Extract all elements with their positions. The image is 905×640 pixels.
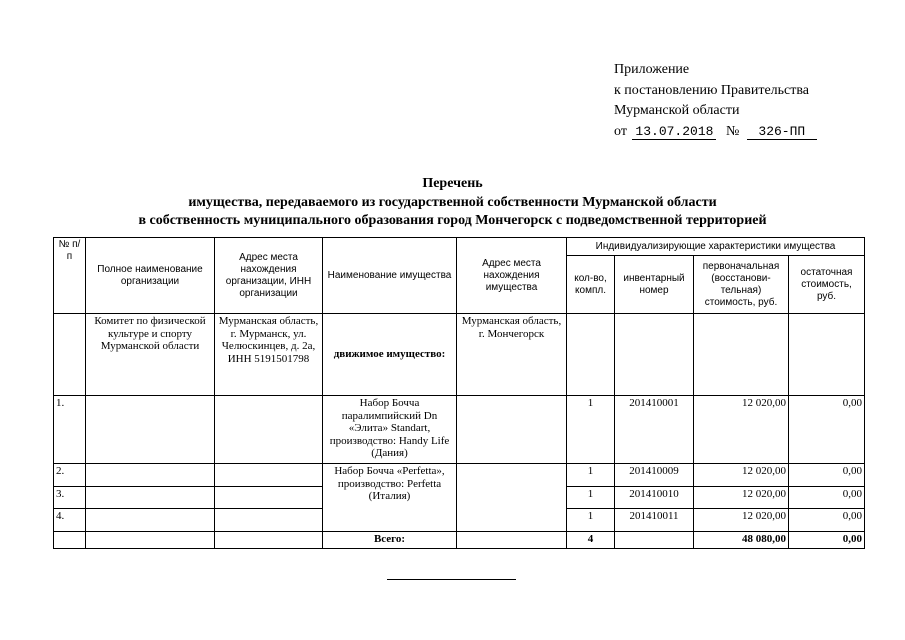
total-qty: 4	[567, 532, 615, 549]
row-num: 2.	[54, 464, 86, 487]
org-inventory-cell	[615, 314, 694, 396]
row-initial-cost: 12 020,00	[694, 464, 789, 487]
total-inventory-cell	[615, 532, 694, 549]
property-type: движимое имущество:	[323, 314, 457, 396]
decree-number: 326-ПП	[747, 124, 817, 140]
appendix-line1: Приложение	[614, 62, 690, 77]
header-initial-cost: первоначальная (восстанови-тельная) стоимость, руб.	[694, 256, 789, 314]
row-org-cell	[86, 487, 215, 509]
row-inventory: 201410010	[615, 487, 694, 509]
row-inventory: 201410009	[615, 464, 694, 487]
total-residual-cost: 0,00	[789, 532, 865, 549]
decree-date: 13.07.2018	[632, 124, 716, 140]
org-name: Комитет по физической культуре и спорту Мурманской области	[86, 314, 215, 396]
header-org-name: Полное наименование организации	[86, 238, 215, 314]
row-org-cell	[86, 464, 215, 487]
row-address-cell	[215, 509, 323, 532]
org-qty-cell	[567, 314, 615, 396]
total-row	[54, 532, 865, 549]
header-inventory: инвентарный номер	[615, 256, 694, 314]
number-prefix: №	[725, 123, 740, 139]
header-characteristics: Индивидуализирующие характеристики имущества	[567, 238, 865, 256]
row-property-name: Набор Бочча паралимпийский Dn «Элита» Standart, производство: Handy Life (Дания)	[323, 396, 457, 464]
row-residual-cost: 0,00	[789, 396, 865, 464]
row-property-name: Набор Бочча «Perfetta», производство: Perfetta (Италия)	[323, 464, 457, 532]
row-residual-cost: 0,00	[789, 509, 865, 532]
header-property-name: Наименование имущества	[323, 238, 457, 314]
doc-subtitle-line1: имущества, передаваемого из государственной собственности Мурманской области	[188, 195, 717, 210]
end-divider	[387, 579, 516, 580]
property-table	[53, 237, 865, 549]
header-num: № п/п	[54, 238, 86, 314]
row-org-cell	[86, 509, 215, 532]
row-qty: 1	[567, 487, 615, 509]
appendix-block	[614, 60, 817, 142]
row-address-cell	[215, 464, 323, 487]
row-num: 1.	[54, 396, 86, 464]
row-address-cell	[215, 487, 323, 509]
table-row	[54, 464, 865, 487]
total-num-cell	[54, 532, 86, 549]
property-address: Мурманская область, г. Мончегорск	[457, 314, 567, 396]
total-initial-cost: 48 080,00	[694, 532, 789, 549]
header-residual-cost: остаточная стоимость, руб.	[789, 256, 865, 314]
header-property-address: Адрес места нахождения имущества	[457, 238, 567, 314]
row-property-address-cell	[457, 464, 567, 532]
org-residual-cell	[789, 314, 865, 396]
row-initial-cost: 12 020,00	[694, 509, 789, 532]
date-prefix: от	[614, 123, 627, 139]
header-org-address: Адрес места нахождения организации, ИНН организации	[215, 238, 323, 314]
org-num-cell	[54, 314, 86, 396]
row-address-cell	[215, 396, 323, 464]
row-qty: 1	[567, 396, 615, 464]
row-inventory: 201410011	[615, 509, 694, 532]
total-address-cell	[215, 532, 323, 549]
row-initial-cost: 12 020,00	[694, 487, 789, 509]
appendix-date-line	[614, 122, 817, 143]
org-initial-cell	[694, 314, 789, 396]
row-num: 3.	[54, 487, 86, 509]
total-property-address-cell	[457, 532, 567, 549]
row-qty: 1	[567, 464, 615, 487]
row-property-address-cell	[457, 396, 567, 464]
total-org-cell	[86, 532, 215, 549]
row-residual-cost: 0,00	[789, 487, 865, 509]
doc-title: Перечень	[422, 176, 483, 191]
row-inventory: 201410001	[615, 396, 694, 464]
row-num: 4.	[54, 509, 86, 532]
org-row	[54, 314, 865, 396]
total-label: Всего:	[323, 532, 457, 549]
row-qty: 1	[567, 509, 615, 532]
row-org-cell	[86, 396, 215, 464]
table-row	[54, 396, 865, 464]
doc-subtitle-line2: в собственность муниципального образования город Мончегорск с подведомственной территорией	[138, 213, 767, 228]
row-residual-cost: 0,00	[789, 464, 865, 487]
row-initial-cost: 12 020,00	[694, 396, 789, 464]
appendix-line3: Мурманской области	[614, 103, 740, 118]
appendix-line2: к постановлению Правительства	[614, 82, 810, 98]
header-qty: кол-во, компл.	[567, 256, 615, 314]
org-address: Мурманская область, г. Мурманск, ул. Челюскинцев, д. 2а, ИНН 5191501798	[215, 314, 323, 396]
